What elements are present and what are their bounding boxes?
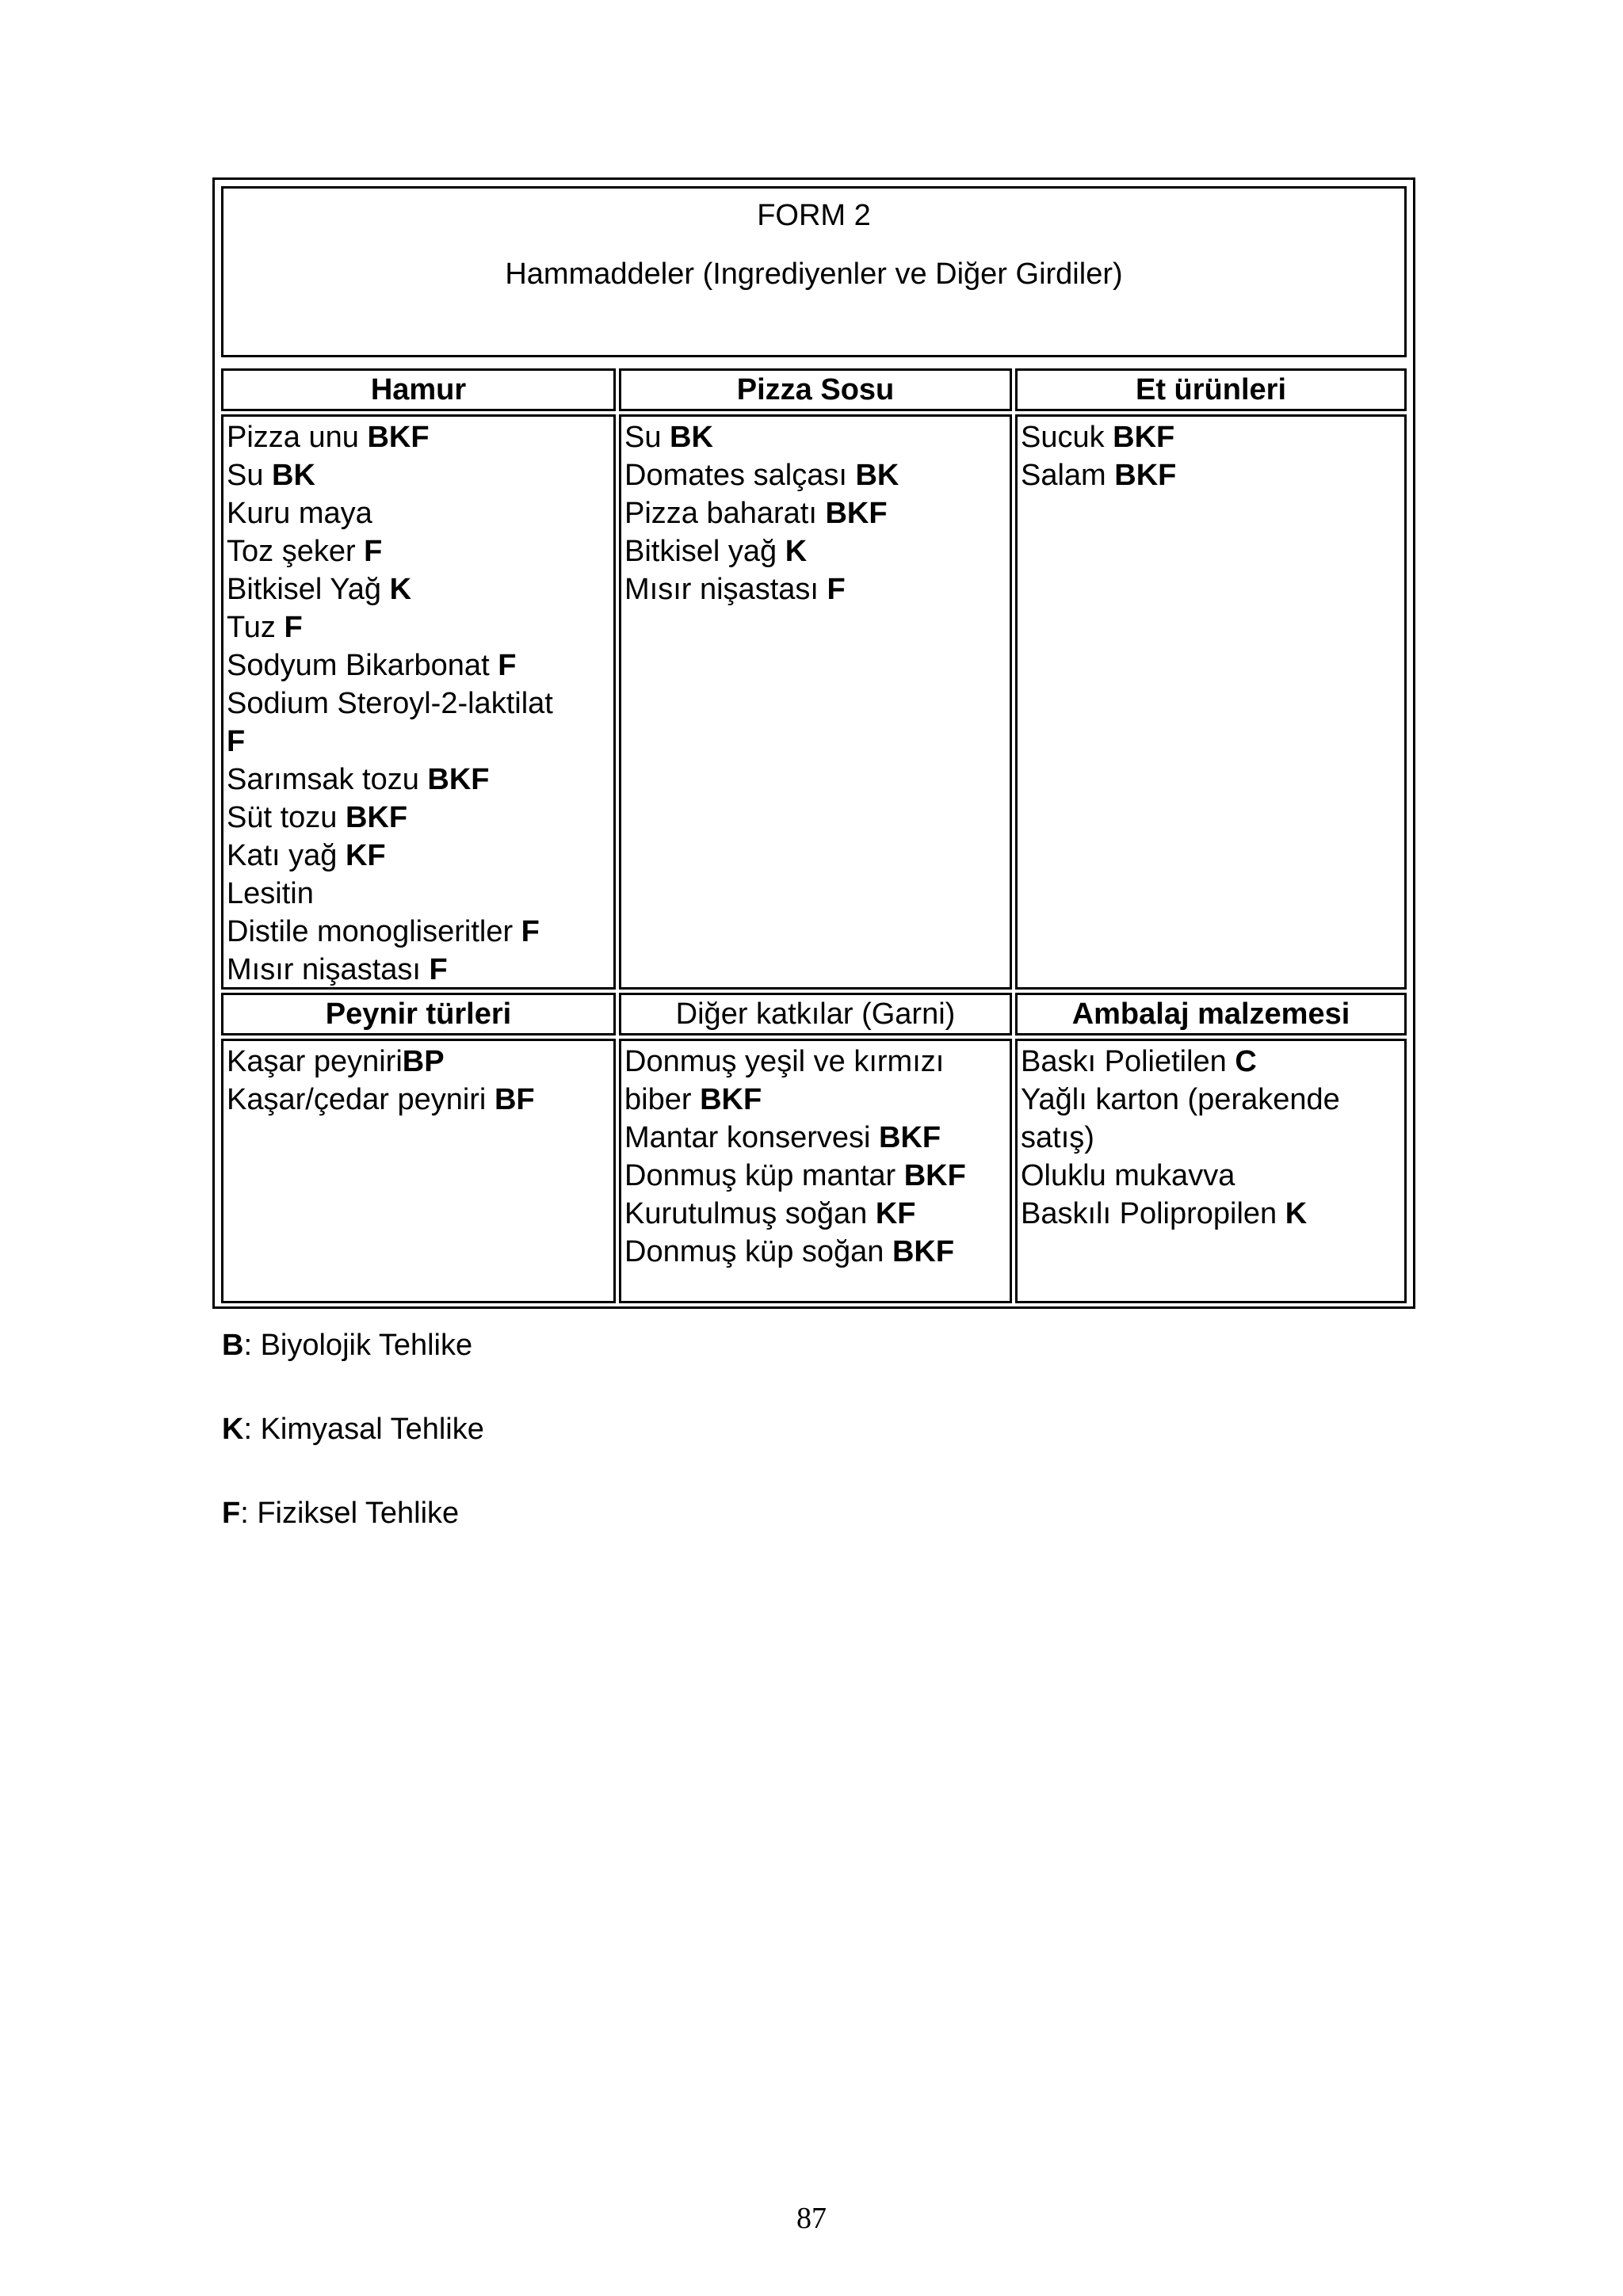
form-title-box: [221, 186, 1407, 357]
hazard-code: BKF: [367, 421, 430, 454]
ingredient-line: [624, 1233, 1010, 1271]
form-subtitle: Hammaddeler (Ingrediyenler ve Diğer Girdiler): [505, 257, 1123, 291]
page-number: 87: [796, 2202, 827, 2235]
hazard-code: BKF: [345, 801, 408, 834]
ingredient-line: [227, 570, 613, 608]
ingredient-line: [624, 1043, 1010, 1081]
ingredient-name: Toz şeker: [227, 535, 365, 568]
header-peynir-turleri: Peynir türleri: [221, 993, 616, 1035]
hazard-code: BK: [670, 421, 713, 454]
legend-text: : Kimyasal Tehlike: [243, 1413, 484, 1446]
hazard-code: BKF: [879, 1121, 941, 1154]
ingredient-line: [227, 799, 613, 837]
hazard-code: F: [227, 725, 246, 758]
hazard-code: BKF: [903, 1159, 966, 1192]
ingredient-line: [227, 837, 613, 875]
ingredient-name: Bitkisel yağ: [624, 535, 785, 568]
hazard-code: BK: [855, 459, 899, 492]
hazard-code: BKF: [700, 1083, 762, 1116]
hazard-code: KF: [345, 839, 386, 872]
hazard-code: F: [827, 573, 846, 606]
ingredient-name: Baskılı Polipropilen: [1021, 1197, 1285, 1230]
ingredient-name: Donmuş yeşil ve kırmızı: [624, 1045, 945, 1078]
ingredient-line: [227, 608, 613, 646]
ingredient-name: Mısır nişastası: [227, 953, 430, 986]
ingredient-name: Sarımsak tozu: [227, 763, 428, 796]
ingredient-line: [624, 494, 1010, 532]
header-pizza-sosu: Pizza Sosu: [619, 368, 1012, 411]
legend-text: : Biyolojik Tehlike: [243, 1329, 473, 1362]
legend-code: B: [222, 1329, 244, 1362]
hazard-code: K: [389, 573, 412, 606]
hazard-code: BKF: [1114, 459, 1177, 492]
ingredient-name: Domates salçası: [624, 459, 856, 492]
ingredient-name: Pizza unu: [227, 421, 368, 454]
hazard-code: BKF: [1113, 421, 1175, 454]
legend-physical: [222, 1496, 459, 1531]
header-ambalaj-malzemesi: Ambalaj malzemesi: [1015, 993, 1407, 1035]
ingredient-line: [227, 761, 613, 799]
legend-chemical: [222, 1412, 484, 1447]
ingredient-name: Sucuk: [1021, 421, 1113, 454]
ingredient-name: Mantar konservesi: [624, 1121, 880, 1154]
hazard-code: F: [429, 953, 448, 986]
hazard-code: BKF: [825, 497, 888, 530]
ingredient-name: Tuz: [227, 611, 285, 644]
ingredient-line: [1021, 1081, 1404, 1119]
ingredient-name: satış): [1021, 1121, 1094, 1154]
ingredient-line: [227, 1043, 613, 1081]
ingredient-name: Oluklu mukavva: [1021, 1159, 1235, 1192]
cell-peynir: [221, 1039, 616, 1303]
ingredient-line: [227, 532, 613, 570]
ingredient-name: Kaşar/çedar peyniri: [227, 1083, 495, 1116]
ingredient-name: Donmuş küp soğan: [624, 1235, 892, 1268]
form-table: [212, 177, 1415, 1309]
hazard-code: K: [1285, 1197, 1308, 1230]
hazard-code: BKF: [427, 763, 490, 796]
legend-text: : Fiziksel Tehlike: [240, 1497, 460, 1530]
header-hamur: Hamur: [221, 368, 616, 411]
form-title: FORM 2: [757, 199, 871, 232]
ingredient-line: [1021, 418, 1404, 456]
cell-diger: [619, 1039, 1012, 1303]
ingredient-name: Süt tozu: [227, 801, 346, 834]
ingredient-name: Yağlı karton (perakende: [1021, 1083, 1340, 1116]
hazard-code: BK: [272, 459, 315, 492]
legend-biological: [222, 1328, 472, 1363]
ingredient-line: [624, 1081, 1010, 1119]
ingredient-line: [227, 456, 613, 494]
ingredient-name: biber: [624, 1083, 701, 1116]
ingredient-line: [1021, 1157, 1404, 1195]
ingredient-name: Kurutulmuş soğan: [624, 1197, 876, 1230]
ingredient-name: Baskı Polietilen: [1021, 1045, 1235, 1078]
ingredient-line: [227, 875, 613, 913]
ingredient-name: Salam: [1021, 459, 1115, 492]
ingredient-line: [227, 723, 613, 761]
ingredient-line: [624, 418, 1010, 456]
ingredient-line: [227, 1081, 613, 1119]
cell-pizza-sosu: [619, 414, 1012, 990]
ingredient-line: [227, 685, 613, 723]
ingredient-line: [624, 456, 1010, 494]
hazard-code: F: [284, 611, 303, 644]
ingredient-line: [1021, 1195, 1404, 1233]
ingredient-name: Sodyum Bikarbonat: [227, 649, 498, 682]
ingredient-line: [227, 418, 613, 456]
legend-code: K: [222, 1413, 244, 1446]
ingredient-name: Su: [624, 421, 670, 454]
cell-hamur: [221, 414, 616, 990]
ingredient-name: Bitkisel Yağ: [227, 573, 390, 606]
ingredient-name: Mısır nişastası: [624, 573, 827, 606]
legend-code: F: [222, 1497, 241, 1530]
ingredient-name: Kaşar peyniri: [227, 1045, 403, 1078]
ingredient-line: [624, 532, 1010, 570]
ingredient-line: [227, 913, 613, 951]
ingredient-line: [1021, 1119, 1404, 1157]
ingredient-line: [1021, 456, 1404, 494]
hazard-code: BP: [402, 1045, 445, 1078]
ingredient-line: [624, 1157, 1010, 1195]
hazard-code: F: [498, 649, 517, 682]
hazard-code: C: [1235, 1045, 1257, 1078]
header-diger-katkilar: Diğer katkılar (Garni): [619, 993, 1012, 1035]
ingredient-name: Sodium Steroyl-2-laktilat: [227, 687, 553, 720]
ingredient-line: [624, 570, 1010, 608]
ingredient-line: [624, 1119, 1010, 1157]
hazard-code: BKF: [892, 1235, 955, 1268]
ingredient-name: Kuru maya: [227, 497, 372, 530]
hazard-code: K: [785, 535, 808, 568]
ingredient-name: Pizza baharatı: [624, 497, 826, 530]
hazard-code: KF: [875, 1197, 916, 1230]
cell-ambalaj: [1015, 1039, 1407, 1303]
cell-et-urunleri: [1015, 414, 1407, 990]
ingredient-name: Donmuş küp mantar: [624, 1159, 904, 1192]
ingredient-name: Distile monogliseritler: [227, 915, 521, 948]
ingredient-line: [624, 1195, 1010, 1233]
ingredient-name: Lesitin: [227, 877, 314, 910]
ingredient-line: [227, 951, 613, 989]
hazard-code: F: [521, 915, 540, 948]
ingredient-line: [227, 646, 613, 685]
hazard-code: F: [364, 535, 383, 568]
ingredient-name: Su: [227, 459, 273, 492]
ingredient-line: [1021, 1043, 1404, 1081]
ingredient-line: [227, 494, 613, 532]
header-et-urunleri: Et ürünleri: [1015, 368, 1407, 411]
hazard-code: BF: [494, 1083, 535, 1116]
ingredient-name: Katı yağ: [227, 839, 346, 872]
